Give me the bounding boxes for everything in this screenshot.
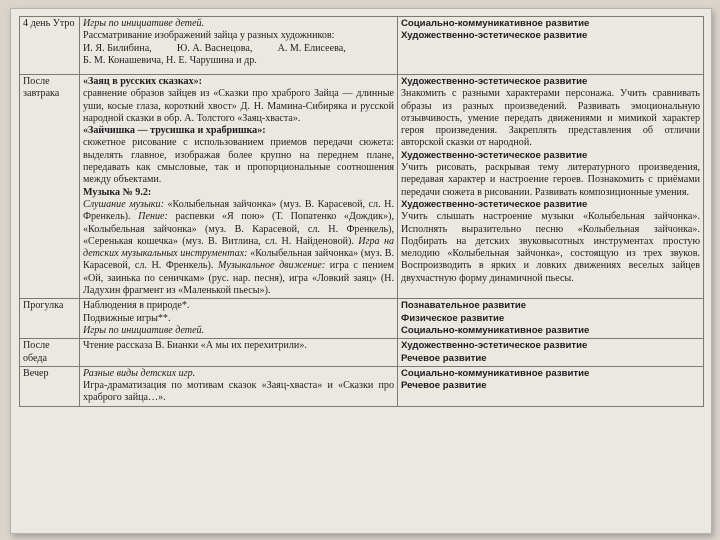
music-text: «Колыбельная зайчонка» (муз. В. Карасевой, сл. Н. Френкель). (83, 248, 394, 272)
area-line: Художественно-эстетическое развитие (401, 30, 588, 42)
area-cell-after-lunch (398, 339, 704, 367)
music-text: игра с пением «Ой, заинька по сеничкам» (рус. нар. песня), игра «Ловкий заяц» (Н. Ладухин фрагмент из «Маленькой пьесы»). (83, 260, 394, 297)
table-row-evening (20, 366, 704, 406)
area-line: Физическое развитие (401, 312, 505, 324)
daily-plan-table (19, 16, 704, 407)
activity-line: Б. М. Конашевича, Н. Е. Чарушина и др. (83, 54, 257, 66)
activity-paragraph: сюжетное рисование с использованием приемов передачи сюжета: выделять главное, изображая более крупно на переднем плане, передавать как смысловые, так и пропорциональные соотношения между объектами. (83, 137, 394, 186)
activity-line: Игры по инициативе детей. (83, 324, 205, 336)
table-row-after-lunch (20, 339, 704, 367)
time-cell-after-lunch (20, 339, 80, 367)
area-text: Знакомить с разными характерами персонажа. Учить сравнивать образы из разных произведений. Развивать эмоциональную отзывчивость, умение передать движениями и мимикой характер героя произведения. Закреплять представления об отличии авторской сказки от народной. (401, 88, 700, 149)
activity-line: Игры по инициативе детей. (83, 18, 205, 29)
activity-heading: «Зайчишка — трусишка и храбришка»: (83, 125, 266, 137)
area-line: Социально-коммуникативное развитие (401, 18, 590, 29)
activity-line: Чтение рассказа В. Бианки «А мы их перехитрили». (83, 340, 307, 352)
time-label: После завтрака (23, 76, 60, 100)
music-paragraph (83, 199, 394, 297)
activity-paragraph: сравнение образов зайцев из «Сказки про храброго Зайца — длинные уши, косые глаза, короткий хвост» Д. Н. Мамина-Сибиряка и русской народной сказки в обр. А. Толстого «Заяц-хваста». (83, 88, 394, 124)
area-line: Социально-коммуникативное развитие (401, 324, 590, 336)
activity-line: Подвижные игры**. (83, 312, 171, 324)
activity-cell-after-breakfast (80, 75, 398, 299)
area-cell-evening (398, 366, 704, 406)
music-label: Слушание музыки: (83, 198, 164, 210)
area-title: Художественно-эстетическое развитие (401, 198, 588, 210)
table-row-walk (20, 299, 704, 339)
day-label: 4 день (23, 18, 51, 29)
area-line: Социально-коммуникативное развитие (401, 367, 590, 379)
time-label: Утро (52, 18, 75, 29)
activity-cell-after-lunch (80, 339, 398, 367)
area-line: Речевое развитие (401, 352, 487, 364)
activity-line: И. Я. Билибина, Ю. А. Васнецова, А. М. Елисеева, (83, 42, 346, 54)
activity-line: Рассматривание изображений зайца у разных художников: (83, 30, 335, 42)
activity-line: Разные виды детских игр. (83, 367, 196, 379)
activity-heading: Музыка № 9.2: (83, 186, 152, 198)
area-line: Познавательное развитие (401, 300, 527, 312)
music-text: «Колыбельная зайчонка» (муз. В. Карасевой, сл. Н. Френкель). (83, 198, 394, 223)
time-cell-evening (20, 366, 80, 406)
area-text: Учить слышать настроение музыки «Колыбельная зайчонка». Исполнять выразительно песню «Колыбельная зайчонка». Подбирать на детских звуковысотных инструментах простую мелодию «Колыбельная зайчонка», состоящую из трех звуков. Воспроизводить в ярких и ловких движениях веселых зайцев двухчастную форму динамичной пьесы. (401, 211, 700, 284)
activity-line: Наблюдения в природе*. (83, 300, 190, 312)
activity-cell-morning (80, 17, 398, 75)
activity-line: Игра-драматизация по мотивам сказок «Заяц-хваста» и «Сказки про храброго зайца…». (83, 380, 394, 404)
area-line: Речевое развитие (401, 380, 487, 392)
table-row-after-breakfast (20, 75, 704, 299)
activity-cell-evening (80, 366, 398, 406)
time-cell-morning (20, 17, 80, 75)
time-cell-walk (20, 299, 80, 339)
area-title: Художественно-эстетическое развитие (401, 149, 588, 161)
music-label: Пение: (138, 211, 168, 223)
activity-cell-walk (80, 299, 398, 339)
area-cell-morning (398, 17, 704, 75)
music-label: Музыкальное движение: (217, 260, 326, 272)
area-text: Учить рисовать, раскрывая тему литературного произведения, передавая характер и настроение героев. Познакомить с приёмами передачи сюжета в рисовании. Развивать композиционные умения. (401, 162, 700, 198)
area-line: Художественно-эстетическое развитие (401, 340, 588, 352)
time-label: Вечер (23, 367, 49, 379)
time-label: Прогулка (23, 300, 64, 312)
area-cell-walk (398, 299, 704, 339)
table-row-morning (20, 17, 704, 75)
area-cell-after-breakfast (398, 75, 704, 299)
time-cell-after-breakfast (20, 75, 80, 299)
music-text: распевки «Я пою» (Т. Попатенко «Дождик»), «Колыбельная зайчонка» (муз. В. Карасевой, сл. Н. Френкель), «Серенькая кошечка» (муз. В. Витлина, сл. Н. Найденовой). (83, 211, 395, 247)
document-page (10, 8, 712, 534)
area-title: Художественно-эстетическое развитие (401, 76, 588, 87)
time-label: После обеда (23, 340, 50, 364)
music-label: Игра на детских музыкальных инструментах: (83, 235, 394, 260)
activity-heading: «Заяц в русских сказках»: (83, 76, 202, 87)
